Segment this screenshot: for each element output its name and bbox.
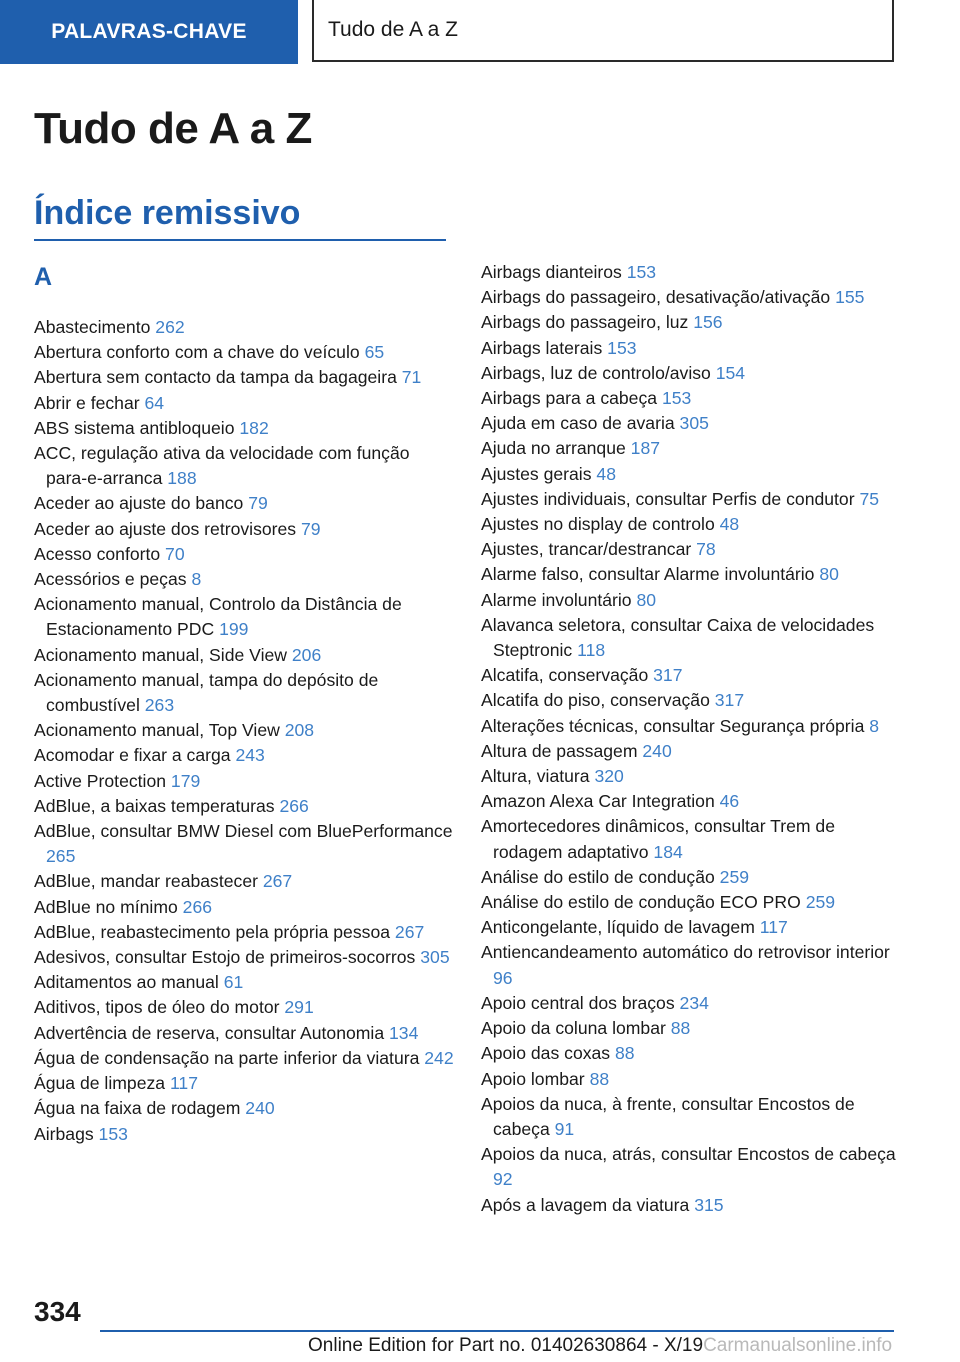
index-entry-text: ACC, regulação ativa da velocidade com função para-e-arranca xyxy=(34,443,410,489)
index-entry-page-link[interactable]: 242 xyxy=(424,1047,454,1068)
index-entry-text: Acionamento manual, Side View xyxy=(34,644,287,665)
index-entry xyxy=(481,1092,901,1142)
index-entry xyxy=(481,512,901,537)
index-entry xyxy=(481,915,901,940)
index-entry xyxy=(481,865,901,890)
index-entry-page-link[interactable]: 206 xyxy=(291,644,322,665)
index-entry-text: Água na faixa de rodagem xyxy=(34,1098,241,1119)
index-entry-page-link[interactable]: 305 xyxy=(679,413,709,434)
index-entry-page-link[interactable]: 92 xyxy=(493,1169,513,1190)
index-entry xyxy=(34,643,454,668)
index-entry xyxy=(481,462,901,487)
index-entry xyxy=(481,260,901,285)
index-entry xyxy=(481,663,901,688)
index-entry-text: Após a lavagem da viatura xyxy=(481,1194,690,1215)
index-entry xyxy=(481,361,901,386)
index-entry xyxy=(34,340,454,365)
index-entry xyxy=(34,416,454,441)
index-entry xyxy=(481,588,901,613)
index-entry xyxy=(481,436,901,461)
index-entry-text: Abastecimento xyxy=(34,317,151,337)
index-entry-page-link[interactable]: 70 xyxy=(165,543,185,564)
index-entry-text: Alcatifa do piso, conservação xyxy=(481,690,710,711)
index-entry-page-link[interactable]: 315 xyxy=(694,1194,724,1215)
index-entry-text: Ajustes individuais, consultar Perfis de condutor xyxy=(481,488,855,509)
index-entry-text: Amazon Alexa Car Integration xyxy=(481,791,715,812)
index-entry-page-link[interactable]: 317 xyxy=(714,690,745,711)
index-entry-page-link[interactable]: 79 xyxy=(300,518,321,539)
index-entry xyxy=(34,869,454,894)
index-entry-text: Abertura conforto com a chave do veículo xyxy=(34,342,360,363)
footer-edition: Online Edition for Part no. 01402630864 - X/19 xyxy=(308,1335,704,1356)
index-entry-page-link[interactable]: 267 xyxy=(262,871,293,892)
index-entry xyxy=(34,970,454,995)
index-entry-text: Acessórios e peças xyxy=(34,569,187,590)
index-entry-page-link[interactable]: 71 xyxy=(401,367,422,388)
index-entry-page-link[interactable]: 48 xyxy=(719,514,740,535)
index-entry-text: Acesso conforto xyxy=(34,543,161,564)
index-entry-page-link[interactable]: 240 xyxy=(642,740,672,761)
index-entry-page-link[interactable]: 266 xyxy=(279,795,309,816)
index-entry-text: ABS sistema antibloqueio xyxy=(34,417,235,438)
index-entry xyxy=(481,386,901,411)
index-entry-text: Altura de passagem xyxy=(481,740,638,761)
index-entry-page-link[interactable]: 259 xyxy=(805,892,836,913)
index-entry-text: Apoio das coxas xyxy=(481,1043,611,1064)
index-column-right xyxy=(481,260,901,1218)
index-entry-text: Ajuda no arranque xyxy=(481,438,626,459)
index-column-left xyxy=(34,315,454,1147)
index-entry xyxy=(34,945,454,970)
page-title: Tudo de A a Z xyxy=(34,104,312,153)
index-entry xyxy=(34,491,454,516)
index-entry xyxy=(481,714,901,739)
index-entry-text: AdBlue, mandar reabastecer xyxy=(34,871,258,892)
index-entry-page-link[interactable]: 187 xyxy=(630,438,661,459)
index-entry-text: Alcatifa, conservação xyxy=(481,665,649,686)
index-entry-text: Abertura sem contacto da tampa da bagageira xyxy=(34,367,397,388)
index-entry-page-link[interactable]: 8 xyxy=(191,569,202,590)
index-entry xyxy=(481,613,901,663)
index-entry xyxy=(34,718,454,743)
index-entry-text: Análise do estilo de condução xyxy=(481,866,715,887)
index-entry-text: Acionamento manual, Controlo da Distância de Estacionamento PDC xyxy=(34,594,402,640)
index-entry xyxy=(34,794,454,819)
index-entry xyxy=(481,310,901,335)
index-entry-text: Aditamentos ao manual xyxy=(34,972,219,993)
index-entry-page-link[interactable]: 8 xyxy=(869,715,880,736)
index-entry xyxy=(34,517,454,542)
index-entry xyxy=(34,920,454,945)
index-entry xyxy=(34,315,454,340)
index-entry xyxy=(34,743,454,768)
index-entry-page-link[interactable]: 266 xyxy=(182,896,213,917)
index-entry xyxy=(34,542,454,567)
index-entry-page-link[interactable]: 154 xyxy=(715,362,746,383)
index-entry xyxy=(34,995,454,1020)
index-entry xyxy=(34,1046,454,1071)
page-number: 334 xyxy=(34,1296,81,1327)
index-entry-page-link[interactable]: 156 xyxy=(693,312,723,333)
index-entry-page-link[interactable]: 153 xyxy=(626,262,657,282)
index-entry-page-link[interactable]: 80 xyxy=(636,589,657,610)
index-entry-page-link[interactable]: 188 xyxy=(167,468,197,489)
index-entry-text: Alarme involuntário xyxy=(481,589,632,610)
index-entry-text: Amortecedores dinâmicos, consultar Trem de rodagem adaptativo xyxy=(481,816,835,862)
index-entry-page-link[interactable]: 65 xyxy=(364,342,385,363)
index-entry-text: Airbags xyxy=(34,1123,94,1144)
section-tab[interactable] xyxy=(312,0,894,62)
index-entry-text: Ajustes, trancar/destrancar xyxy=(481,539,692,560)
index-entry-page-link[interactable]: 91 xyxy=(554,1118,575,1139)
index-entry-text: Aceder ao ajuste dos retrovisores xyxy=(34,518,297,539)
index-entry-page-link[interactable]: 75 xyxy=(859,488,880,509)
index-entry xyxy=(481,537,901,562)
index-entry-text: Apoios da nuca, à frente, consultar Encostos de cabeça xyxy=(481,1093,855,1139)
index-entry-text: Airbags laterais xyxy=(481,337,603,358)
index-entry xyxy=(34,819,454,869)
index-entry-text: Adesivos, consultar Estojo de primeiros-socorros xyxy=(34,947,416,968)
index-entry-text: Airbags para a cabeça xyxy=(481,388,658,409)
index-entry xyxy=(481,688,901,713)
index-entry-text: Altura, viatura xyxy=(481,766,590,787)
index-entry-page-link[interactable]: 153 xyxy=(661,388,692,409)
footer-watermark: Carmanualsonline.info xyxy=(703,1335,893,1356)
index-entry-page-link[interactable]: 134 xyxy=(389,1022,419,1043)
index-entry-page-link[interactable]: 88 xyxy=(615,1043,635,1064)
index-entry-text: Active Protection xyxy=(34,770,167,791)
index-entry-page-link[interactable]: 208 xyxy=(284,720,315,741)
index-entry-text: AdBlue no mínimo xyxy=(34,896,178,917)
index-entry-text: Airbags dianteiros xyxy=(481,262,622,282)
index-entry-text: Acionamento manual, tampa do depósito de combustível xyxy=(34,669,379,716)
index-entry-text: Aditivos, tipos de óleo do motor xyxy=(34,997,280,1018)
index-entry xyxy=(34,391,454,416)
index-entry xyxy=(34,441,454,491)
index-entry-page-link[interactable]: 117 xyxy=(759,917,788,938)
index-entry-text: Advertência de reserva, consultar Autonomia xyxy=(34,1022,385,1043)
index-entry xyxy=(481,336,901,361)
index-entry-text: Acomodar e fixar a carga xyxy=(34,745,231,766)
index-entry xyxy=(34,365,454,390)
index-entry-text: Apoio lombar xyxy=(481,1068,585,1089)
index-entry-text: Aceder ao ajuste do banco xyxy=(34,493,244,514)
index-entry-text: Alarme falso, consultar Alarme involuntário xyxy=(481,564,815,585)
index-entry xyxy=(481,991,901,1016)
index-entry xyxy=(481,739,901,764)
index-entry-page-link[interactable]: 88 xyxy=(670,1018,691,1039)
index-entry-page-link[interactable]: 234 xyxy=(679,992,709,1013)
index-entry-page-link[interactable]: 79 xyxy=(248,493,268,514)
index-entry-text: Apoio central dos braços xyxy=(481,992,675,1013)
index-entry-page-link[interactable]: 243 xyxy=(235,745,265,766)
index-entry xyxy=(34,668,454,718)
index-letter-heading: A xyxy=(34,263,53,291)
index-entry-text: Apoios da nuca, atrás, consultar Encostos de cabeça xyxy=(481,1144,896,1165)
index-entry xyxy=(34,592,454,642)
index-entry-page-link[interactable]: 265 xyxy=(46,846,76,867)
index-entry xyxy=(481,285,901,310)
keyword-tab-label: PALAVRAS-CHAVE xyxy=(51,20,247,43)
index-subtitle: Índice remissivo xyxy=(34,194,301,232)
index-entry xyxy=(481,1016,901,1041)
index-entry xyxy=(481,764,901,789)
index-entry-text: Água de limpeza xyxy=(34,1073,166,1094)
subtitle-divider xyxy=(34,239,446,241)
index-entry-page-link[interactable]: 46 xyxy=(719,791,740,812)
index-entry-page-link[interactable]: 61 xyxy=(223,972,244,993)
index-entry-page-link[interactable]: 80 xyxy=(819,564,839,585)
index-entry-text: Ajuda em caso de avaria xyxy=(481,413,675,434)
index-entry-page-link[interactable]: 118 xyxy=(577,640,606,661)
index-entry-page-link[interactable]: 320 xyxy=(594,766,624,787)
index-entry-page-link[interactable]: 155 xyxy=(835,287,865,308)
index-entry-text: AdBlue, a baixas temperaturas xyxy=(34,795,275,816)
index-entry-text: Alavanca seletora, consultar Caixa de velocidades Steptronic xyxy=(481,614,875,661)
index-entry-page-link[interactable]: 117 xyxy=(169,1073,199,1094)
section-tab-label: Tudo de A a Z xyxy=(328,18,458,41)
index-entry xyxy=(481,1193,901,1218)
index-entry-page-link[interactable]: 262 xyxy=(155,317,185,337)
index-entry-text: Alterações técnicas, consultar Segurança própria xyxy=(481,715,865,736)
index-entry-text: Ajustes no display de controlo xyxy=(481,514,715,535)
index-entry-page-link[interactable]: 96 xyxy=(493,967,513,988)
index-entry-text: Anticongelante, líquido de lavagem xyxy=(481,917,755,938)
index-entry xyxy=(481,1067,901,1092)
footer-divider xyxy=(100,1330,894,1332)
index-entry xyxy=(34,567,454,592)
index-entry-text: Airbags, luz de controlo/aviso xyxy=(481,362,711,383)
index-entry-text: Análise do estilo de condução ECO PRO xyxy=(481,892,801,913)
index-entry xyxy=(34,769,454,794)
index-entry-page-link[interactable]: 64 xyxy=(144,392,165,413)
index-entry-page-link[interactable]: 48 xyxy=(596,463,616,484)
index-entry-text: AdBlue, consultar BMW Diesel com BluePerformance xyxy=(34,821,453,842)
index-entry xyxy=(481,1142,901,1192)
index-entry xyxy=(481,487,901,512)
index-entry-page-link[interactable]: 259 xyxy=(719,866,750,887)
index-entry-text: Água de condensação na parte inferior da viatura xyxy=(34,1047,420,1068)
index-entry-page-link[interactable]: 317 xyxy=(653,665,683,686)
index-entry xyxy=(34,1021,454,1046)
index-entry xyxy=(34,1096,454,1121)
index-entry-text: AdBlue, reabastecimento pela própria pessoa xyxy=(34,921,391,942)
index-entry-page-link[interactable]: 263 xyxy=(144,695,175,716)
index-entry-page-link[interactable]: 88 xyxy=(589,1068,610,1089)
index-entry-page-link[interactable]: 199 xyxy=(219,619,249,640)
index-entry-text: Abrir e fechar xyxy=(34,392,140,413)
index-entry-page-link[interactable]: 153 xyxy=(607,337,637,358)
index-entry xyxy=(481,789,901,814)
index-entry-text: Antiencandeamento automático do retrovisor interior xyxy=(481,942,890,963)
index-entry-page-link[interactable]: 184 xyxy=(653,841,683,862)
index-entry-text: Acionamento manual, Top View xyxy=(34,720,280,741)
index-entry-text: Airbags do passageiro, luz xyxy=(481,312,689,333)
index-entry xyxy=(481,411,901,436)
index-entry-page-link[interactable]: 267 xyxy=(394,921,425,942)
index-entry-page-link[interactable]: 240 xyxy=(245,1098,275,1119)
index-entry xyxy=(481,890,901,915)
index-entry-text: Airbags do passageiro, desativação/ativação xyxy=(481,287,831,308)
index-entry-page-link[interactable]: 291 xyxy=(284,997,314,1018)
index-entry xyxy=(481,1041,901,1066)
index-entry xyxy=(481,814,901,864)
index-entry-page-link[interactable]: 305 xyxy=(420,947,450,968)
index-entry-text: Ajustes gerais xyxy=(481,463,592,484)
index-entry-page-link[interactable]: 179 xyxy=(170,770,201,791)
index-entry-page-link[interactable]: 78 xyxy=(696,539,716,560)
index-entry xyxy=(34,895,454,920)
index-entry xyxy=(481,940,901,990)
index-entry-page-link[interactable]: 153 xyxy=(98,1123,128,1144)
footer xyxy=(308,1335,892,1357)
index-entry-page-link[interactable]: 182 xyxy=(239,417,269,438)
index-entry-text: Apoio da coluna lombar xyxy=(481,1018,666,1039)
index-entry xyxy=(34,1122,454,1147)
index-entry xyxy=(481,562,901,587)
keyword-tab[interactable] xyxy=(0,0,298,64)
index-entry xyxy=(34,1071,454,1096)
